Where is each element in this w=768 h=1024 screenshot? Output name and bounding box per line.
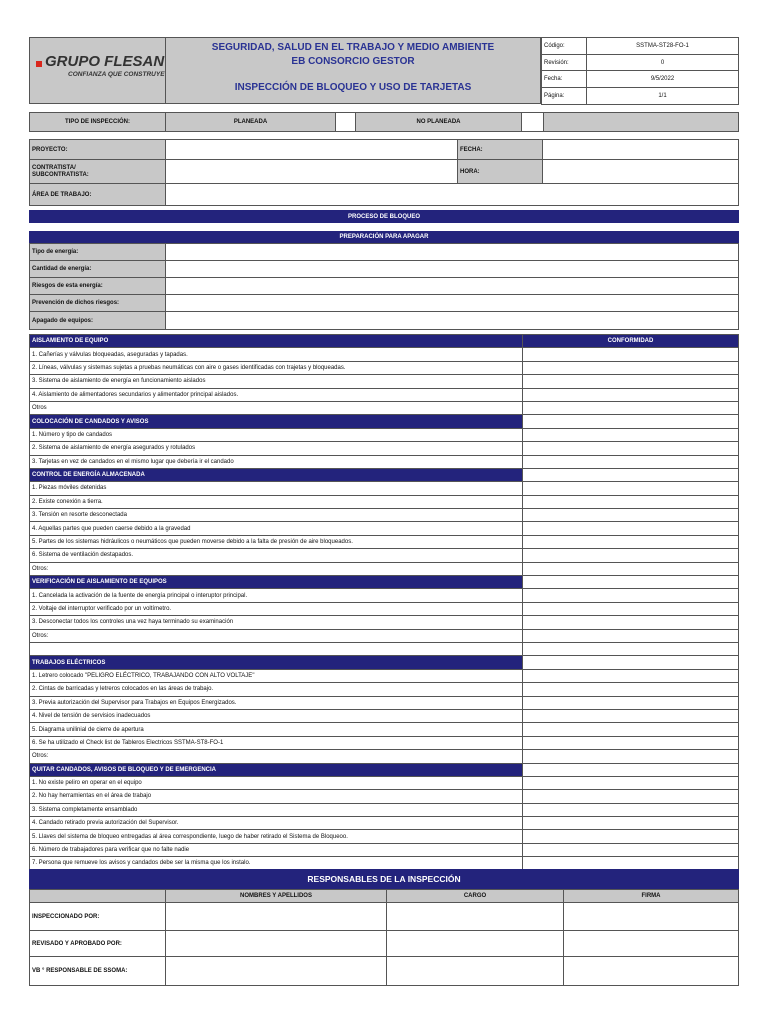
process-title: PROCESO DE BLOQUEO [29, 210, 739, 223]
checklist-item: 1. Piezas móviles detenidas [30, 482, 523, 495]
conformity-cell[interactable] [523, 428, 739, 441]
inspection-type-label: TIPO DE INSPECCIÓN: [30, 113, 166, 132]
checklist-item: Otros: [30, 562, 523, 575]
checklist-item: 1. Cañerías y válvulas bloqueadas, aseguradas y tapadas. [30, 348, 523, 361]
conformity-cell[interactable] [523, 709, 739, 722]
checklist-item: 2. Voltaje del interruptor verificado por un voltímetro. [30, 602, 523, 615]
checklist-item: 1. Cancelada la activación de la fuente de energía principal o interuptor principal. [30, 589, 523, 602]
conformity-cell[interactable] [523, 562, 739, 575]
header-meta-table [541, 37, 739, 105]
header-title-2: EB CONSORCIO GESTOR [291, 55, 415, 67]
responsables-table [29, 889, 739, 986]
checklist-item: 3. Tarjetas en vez de candados en el mismo lugar que debería ir el candado [30, 455, 523, 468]
resp-firma-field[interactable] [564, 903, 739, 931]
resp-name-field[interactable] [166, 957, 387, 986]
conformity-cell[interactable] [523, 468, 739, 481]
conformity-cell[interactable] [523, 495, 739, 508]
logo-square-icon [36, 61, 42, 67]
checklist-item: 2. Cintas de barricadas y letreros colocados en las áreas de trabajo. [30, 683, 523, 696]
meta-value: 9/5/2022 [587, 71, 739, 88]
section-header: COLOCACIÓN DE CANDADOS Y AVISOS [30, 415, 523, 428]
conformity-cell[interactable] [523, 388, 739, 401]
resp-header-empty [30, 890, 166, 903]
resp-firma-field[interactable] [564, 957, 739, 986]
conformity-cell[interactable] [523, 616, 739, 629]
checklist-table [29, 334, 739, 871]
conformity-cell[interactable] [523, 509, 739, 522]
resp-row-label: REVISADO Y APROBADO POR: [30, 931, 166, 957]
meta-label: Revisión: [542, 55, 587, 71]
resp-cargo-field[interactable] [387, 957, 564, 986]
checklist-item: 6. Se ha utilizado el Check list de Tableros Electricos SSTMA-ST8-FO-1 [30, 736, 523, 749]
resp-row-label: VB ° RESPONSABLE DE SSOMA: [30, 957, 166, 986]
header-title-3: INSPECCIÓN DE BLOQUEO Y USO DE TARJETAS [234, 81, 472, 93]
conformity-cell[interactable] [523, 401, 739, 414]
area-field[interactable] [166, 184, 739, 206]
area-label: ÁREA DE TRABAJO: [30, 184, 166, 206]
hora-field[interactable] [543, 160, 739, 184]
proyecto-label: PROYECTO: [30, 140, 166, 160]
checklist-item: 2. Líneas, válvulas y sistemas sujetas a pruebas neumáticas con aire o gases identificadas con trajetas y bloqueadas. [30, 361, 523, 374]
checklist-item: 3. Tensión en resorte desconectada [30, 509, 523, 522]
header-title-1: SEGURIDAD, SALUD EN EL TRABAJO Y MEDIO AMBIENTE [211, 41, 495, 53]
checklist-item: 3. Sistema completamente ensamblado [30, 803, 523, 816]
conformity-cell[interactable] [523, 736, 739, 749]
meta-value: 1/1 [587, 88, 739, 105]
conformity-cell[interactable] [523, 830, 739, 843]
prep-label: Riesgos de esta energía: [30, 278, 166, 295]
checklist-item: 3. Previa autorización del Supervisor para Trabajos en Equipos Energizados. [30, 696, 523, 709]
resp-row-label: INSPECCIONADO POR: [30, 903, 166, 931]
prep-field[interactable] [166, 261, 739, 278]
prep-field[interactable] [166, 244, 739, 261]
meta-label: Página: [542, 88, 587, 105]
conformity-cell[interactable] [523, 549, 739, 562]
conformity-cell[interactable] [523, 656, 739, 669]
checklist-item: 4. Aislamiento de alimentadores secundarios y alimentador principal aislados. [30, 388, 523, 401]
checklist-item: 6. Sistema de ventilación destapados. [30, 549, 523, 562]
option-planeada-label: PLANEADA [166, 113, 336, 132]
resp-col-firma: FIRMA [564, 890, 739, 903]
checklist-item: 3. Sistema de aislamiento de energía en funcionamiento aislados [30, 375, 523, 388]
no-planeada-checkbox[interactable] [522, 113, 544, 132]
checklist-item: 4. Nivel de tensión de servisios inadecuados [30, 709, 523, 722]
conformity-cell[interactable] [523, 602, 739, 615]
section-header: AISLAMIENTO DE EQUIPO [30, 335, 523, 348]
checklist-item: 4. Candado retirado previa autorización del Supervisor. [30, 817, 523, 830]
conformity-cell[interactable] [523, 482, 739, 495]
meta-value: 0 [587, 55, 739, 71]
resp-cargo-field[interactable] [387, 931, 564, 957]
conformity-cell[interactable] [523, 629, 739, 642]
conformity-cell[interactable] [523, 763, 739, 776]
conformity-header: CONFORMIDAD [523, 335, 739, 348]
fecha-field[interactable] [543, 140, 739, 160]
logo-tagline: CONFIANZA QUE CONSTRUYE [68, 71, 165, 78]
meta-label: Fecha: [542, 71, 587, 88]
conformity-cell[interactable] [523, 589, 739, 602]
checklist-item: 4. Aquellas partes que pueden caerse debido a la gravedad [30, 522, 523, 535]
conformity-cell[interactable] [523, 642, 739, 655]
section-header: QUITAR CANDADOS, AVISOS DE BLOQUEO Y DE EMERGENCIA [30, 763, 523, 776]
prep-label: Prevención de dichos riesgos: [30, 295, 166, 312]
conformity-cell[interactable] [523, 817, 739, 830]
hora-label: HORA: [458, 160, 543, 184]
checklist-item: 5. Diagrama unilinial de cierre de apertura [30, 723, 523, 736]
prep-field[interactable] [166, 312, 739, 330]
checklist-item: 7. Persona que remueve los avisos y candados debe ser la misma que los instalo. [30, 857, 523, 870]
conformity-cell[interactable] [523, 375, 739, 388]
resp-firma-field[interactable] [564, 931, 739, 957]
header-title-cell [165, 37, 541, 104]
fecha-label: FECHA: [458, 140, 543, 160]
conformity-cell[interactable] [523, 535, 739, 548]
prep-label: Apagado de equipos: [30, 312, 166, 330]
conformity-cell[interactable] [523, 576, 739, 589]
checklist-item: 2. No hay herramientas en el área de trabajo [30, 790, 523, 803]
prep-label: Cantidad de energía: [30, 261, 166, 278]
checklist-item [30, 642, 523, 655]
contratista-label: CONTRATISTA/ SUBCONTRATISTA: [30, 160, 166, 184]
prep-table [29, 243, 739, 330]
conformity-cell[interactable] [523, 790, 739, 803]
conformity-cell[interactable] [523, 348, 739, 361]
prep-field[interactable] [166, 295, 739, 312]
resp-col-names: NOMBRES Y APELLIDOS [166, 890, 387, 903]
project-info-table [29, 139, 739, 206]
checklist-item: 6. Número de trabajadores para verificar que no falte nadie [30, 843, 523, 856]
resp-name-field[interactable] [166, 903, 387, 931]
checklist-item: Otros: [30, 629, 523, 642]
section-header: CONTROL DE ENERGÍA ALMACENADA [30, 468, 523, 481]
conformity-cell[interactable] [523, 723, 739, 736]
conformity-cell[interactable] [523, 442, 739, 455]
prep-field[interactable] [166, 278, 739, 295]
conformity-cell[interactable] [523, 669, 739, 682]
resp-name-field[interactable] [166, 931, 387, 957]
prep-title: PREPARACIÓN PARA APAGAR [29, 231, 739, 243]
conformity-cell[interactable] [523, 683, 739, 696]
checklist-item: 2. Existe conexión a tierra. [30, 495, 523, 508]
meta-label: Código: [542, 38, 587, 55]
conformity-cell[interactable] [523, 522, 739, 535]
meta-value: SSTMA-ST28-FO-1 [587, 38, 739, 55]
header-logo-cell [29, 37, 166, 104]
conformity-cell[interactable] [523, 750, 739, 763]
inspection-type-row [29, 112, 739, 132]
conformity-cell[interactable] [523, 843, 739, 856]
empty-cell [544, 113, 739, 132]
checklist-item: 1. Letrero colocado "PELIGRO ELÉCTRICO, TRABAJANDO CON ALTO VOLTAJE" [30, 669, 523, 682]
checklist-item: 3. Desconectar todos los controles una vez haya terminado su examinación [30, 616, 523, 629]
conformity-cell[interactable] [523, 776, 739, 789]
section-header: VERIFICACIÓN DE AISLAMIENTO DE EQUIPOS [30, 576, 523, 589]
responsables-title: RESPONSABLES DE LA INSPECCIÓN [29, 869, 739, 889]
checklist-item: Otros: [30, 750, 523, 763]
checklist-item: 1. Número y tipo de candados [30, 428, 523, 441]
conformity-cell[interactable] [523, 361, 739, 374]
checklist-item: 2. Sistema de aislamiento de energía asegurados y rotulados [30, 442, 523, 455]
option-no-planeada-label: NO PLANEADA [356, 113, 522, 132]
conformity-cell[interactable] [523, 696, 739, 709]
conformity-cell[interactable] [523, 415, 739, 428]
resp-col-cargo: CARGO [387, 890, 564, 903]
proyecto-field[interactable] [166, 140, 458, 160]
checklist-item: 5. Partes de los sistemas hidráulicos o neumáticos que pueden moverse debido a la falta de presión de aire bloqueados. [30, 535, 523, 548]
resp-cargo-field[interactable] [387, 903, 564, 931]
planeada-checkbox[interactable] [336, 113, 356, 132]
conformity-cell[interactable] [523, 803, 739, 816]
contratista-field[interactable] [166, 160, 458, 184]
checklist-item: 5. Llaves del sistema de bloqueo entregadas al área correspondiente, luego de haber retirado el Sistema de Bloqueoo. [30, 830, 523, 843]
prep-label: Tipo de energía: [30, 244, 166, 261]
checklist-item: Otros [30, 401, 523, 414]
section-header: TRABAJOS ELÉCTRICOS [30, 656, 523, 669]
logo-text: GRUPO FLESAN [45, 53, 165, 70]
conformity-cell[interactable] [523, 455, 739, 468]
checklist-item: 1. No existe peliro en operar en el equipo [30, 776, 523, 789]
